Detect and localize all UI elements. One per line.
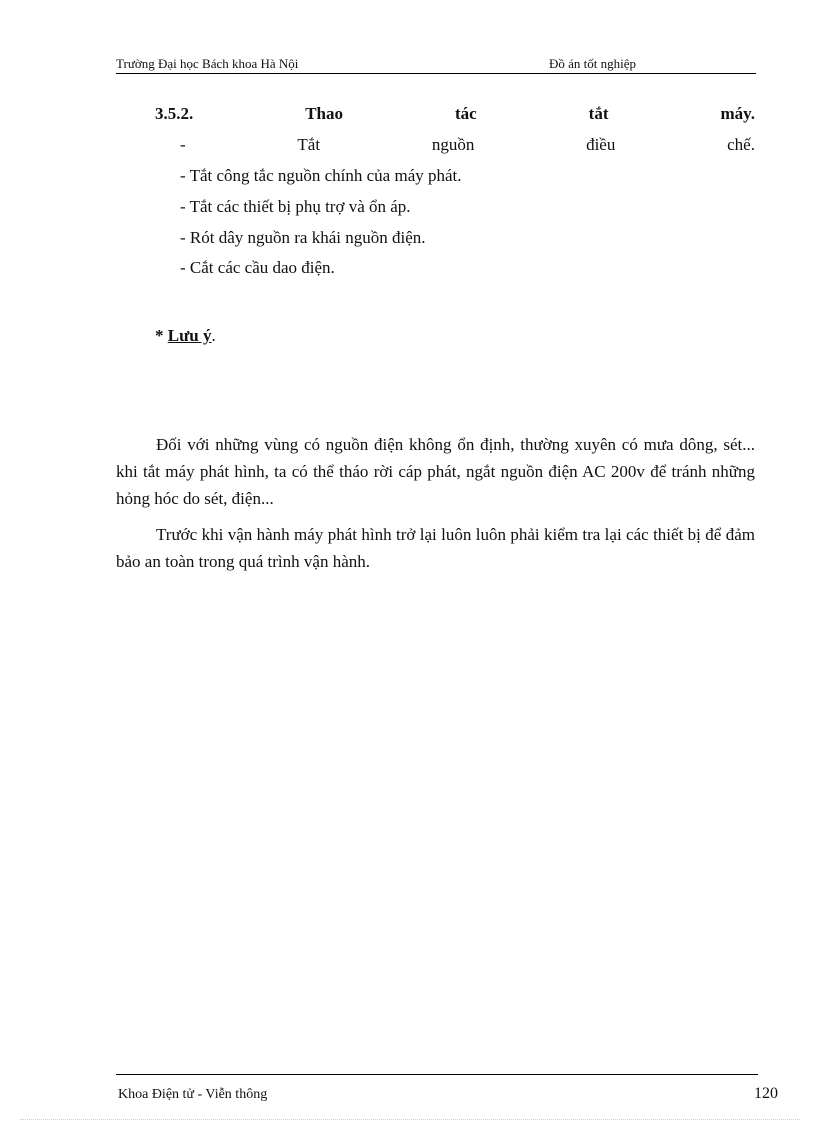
list-item-word: - — [180, 135, 186, 154]
list-item-word: nguồn — [431, 135, 475, 154]
note-label: Lưu ý — [167, 326, 212, 345]
footer-divider — [116, 1074, 758, 1075]
note-star: * — [155, 326, 168, 345]
header-school: Trường Đại học Bách khoa Hà Nội — [116, 56, 299, 71]
heading-word: tác — [454, 104, 477, 123]
list-item: - Cắt các cầu dao điện. — [180, 258, 335, 277]
list-item-first — [180, 135, 755, 155]
heading-word: tắt — [588, 104, 609, 123]
footer-department: Khoa Điện tử - Viễn thông — [118, 1087, 268, 1102]
heading-word: máy. — [720, 104, 755, 123]
note-heading — [155, 326, 216, 346]
heading-word: Thao — [305, 104, 344, 123]
list-item: - Tắt công tắc nguồn chính của máy phát. — [180, 166, 462, 185]
page-header — [116, 55, 756, 74]
heading-word: 3.5.2. — [155, 104, 194, 123]
list-item: - Tắt các thiết bị phụ trợ và ổn áp. — [180, 197, 411, 216]
list-item: - Rót dây nguồn ra khái nguồn điện. — [180, 228, 426, 247]
header-document-type: Đồ án tốt nghiệp — [549, 56, 637, 71]
paragraph: Trước khi vận hành máy phát hình trở lại luôn luôn phải kiểm tra lại các thiết bị để đảm bảo an toàn trong quá trình vận hành. — [116, 525, 755, 571]
list-item-word: chế. — [727, 135, 755, 154]
list-item-word: Tắt — [297, 135, 321, 154]
page-number: 120 — [754, 1085, 778, 1102]
page-edge-divider — [20, 1119, 800, 1120]
note-period: . — [211, 326, 216, 345]
paragraph: Đối với những vùng có nguồn điện không ổn định, thường xuyên có mưa dông, sét... khi tắt máy phát hình, ta có thể tháo rời cáp phát, ngắt nguồn điện AC 200v để tránh những hỏng hóc do sét, điện... — [116, 435, 755, 508]
list-item-word: điều — [586, 135, 616, 154]
section-heading — [155, 104, 755, 124]
